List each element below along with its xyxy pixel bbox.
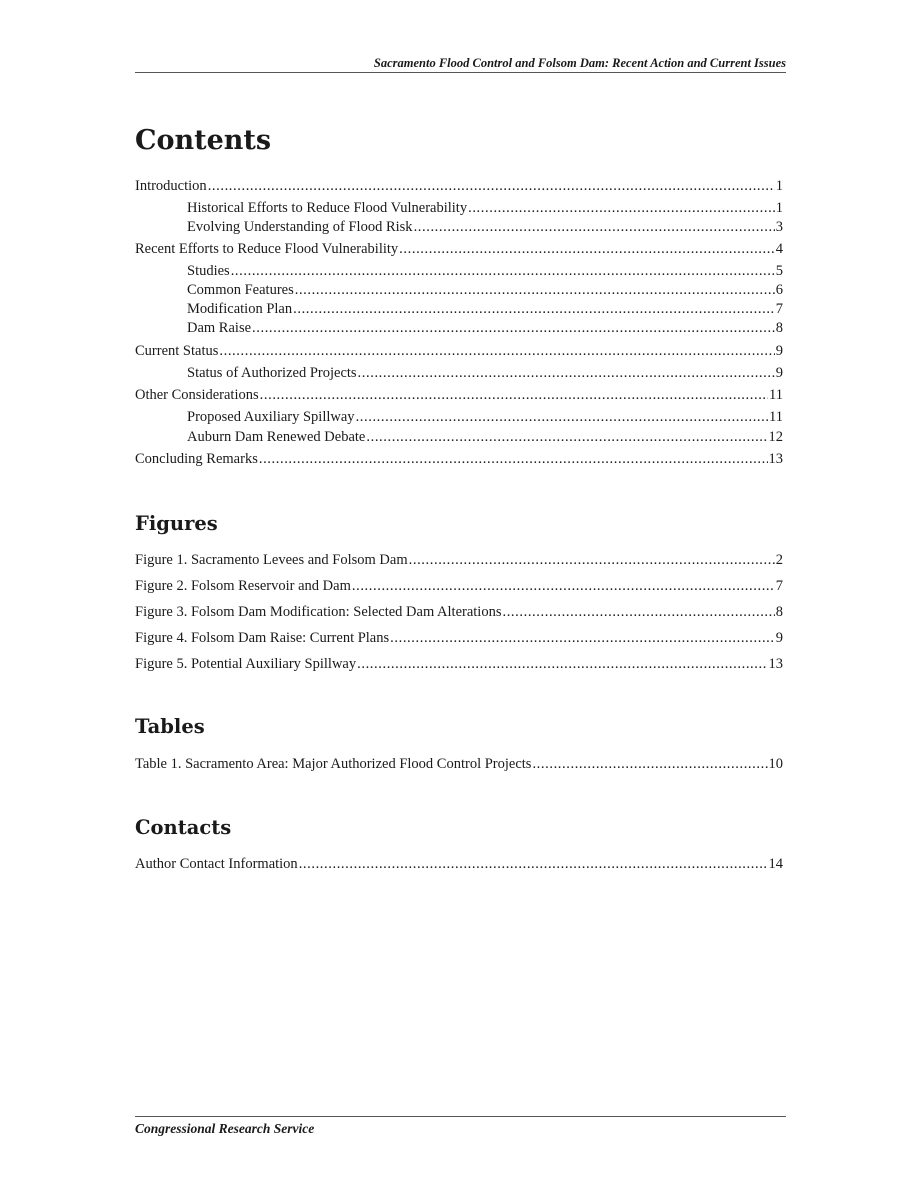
toc-entry-label: Current Status [135, 343, 219, 359]
toc-entry-page: 8 [775, 604, 783, 620]
toc-entry-label: Studies [187, 263, 230, 279]
toc-entry-label: Dam Raise [187, 320, 252, 336]
toc-entry-page: 9 [775, 365, 783, 381]
toc-entry-auburn-dam-debate[interactable] [187, 428, 783, 446]
toc-entry-label: Concluding Remarks [135, 451, 258, 467]
toc-entry-page: 4 [775, 241, 783, 257]
toc-entry-label: Figure 2. Folsom Reservoir and Dam [135, 578, 351, 594]
toc-entry-page: 8 [775, 320, 783, 336]
toc-entry-page: 1 [775, 178, 783, 194]
toc-entry-label: Table 1. Sacramento Area: Major Authorized Flood Control Projects [135, 756, 532, 772]
toc-entry-modification-plan[interactable] [187, 300, 783, 318]
toc-entry-common-features[interactable] [187, 281, 783, 299]
toc-entry-label: Historical Efforts to Reduce Flood Vulnerability [187, 200, 468, 216]
toc-entry-page: 13 [768, 451, 783, 467]
toc-entry-page: 3 [775, 219, 783, 235]
toc-entry-evolving-understanding[interactable] [187, 218, 783, 236]
toc-entry-page: 9 [775, 630, 783, 646]
toc-entry-page: 5 [775, 263, 783, 279]
dot-leader [231, 262, 775, 280]
running-header: Sacramento Flood Control and Folsom Dam: Recent Action and Current Issues [373, 56, 786, 70]
dot-leader [366, 428, 767, 446]
toc-entry-figure-1[interactable] [135, 551, 783, 569]
toc-entry-label: Evolving Understanding of Flood Risk [187, 219, 413, 235]
dot-leader [468, 199, 775, 217]
toc-entry-page: 12 [768, 429, 783, 445]
toc-entry-figure-5[interactable] [135, 655, 783, 673]
dot-leader [502, 603, 774, 621]
toc-entry-label: Common Features [187, 282, 294, 298]
dot-leader [252, 319, 775, 337]
toc-entry-page: 9 [775, 343, 783, 359]
toc-entry-figure-4[interactable] [135, 629, 783, 647]
toc-entry-label: Other Considerations [135, 387, 259, 403]
toc-entry-introduction[interactable] [135, 177, 783, 195]
toc-entry-label: Figure 5. Potential Auxiliary Spillway [135, 656, 357, 672]
dot-leader [409, 551, 775, 569]
header-rule [135, 72, 786, 73]
dot-leader [352, 577, 775, 595]
toc-entry-label: Proposed Auxiliary Spillway [187, 409, 355, 425]
toc-entry-label: Status of Authorized Projects [187, 365, 357, 381]
dot-leader [259, 450, 768, 468]
toc-entry-concluding-remarks[interactable] [135, 450, 783, 468]
footer-rule [135, 1116, 786, 1117]
toc-entry-page: 10 [768, 756, 783, 772]
toc-entry-studies[interactable] [187, 262, 783, 280]
toc-entry-label: Author Contact Information [135, 856, 298, 872]
toc-entry-historical-efforts[interactable] [187, 199, 783, 217]
toc-entry-figure-3[interactable] [135, 603, 783, 621]
toc-entry-author-contact[interactable] [135, 855, 783, 873]
contents-title: Contents [135, 125, 272, 156]
toc-entry-page: 11 [769, 387, 783, 403]
toc-entry-page: 2 [775, 552, 783, 568]
toc-entry-label: Modification Plan [187, 301, 293, 317]
toc-entry-page: 7 [775, 301, 783, 317]
toc-entry-label: Auburn Dam Renewed Debate [187, 429, 366, 445]
dot-leader [293, 300, 775, 318]
toc-entry-page: 13 [768, 656, 783, 672]
toc-entry-page: 7 [775, 578, 783, 594]
dot-leader [399, 240, 775, 258]
dot-leader [295, 281, 775, 299]
toc-entry-label: Figure 4. Folsom Dam Raise: Current Plans [135, 630, 390, 646]
dot-leader [356, 408, 768, 426]
toc-entry-label: Figure 1. Sacramento Levees and Folsom Dam [135, 552, 408, 568]
dot-leader [219, 342, 774, 360]
toc-entry-page: 6 [775, 282, 783, 298]
running-footer: Congressional Research Service [135, 1121, 315, 1136]
toc-entry-label: Figure 3. Folsom Dam Modification: Selected Dam Alterations [135, 604, 502, 620]
dot-leader [532, 755, 767, 773]
toc-entry-dam-raise[interactable] [187, 319, 783, 337]
dot-leader [299, 855, 768, 873]
figures-title: Figures [135, 512, 218, 535]
toc-entry-other-considerations[interactable] [135, 386, 783, 404]
dot-leader [358, 364, 775, 382]
toc-entry-proposed-auxiliary-spillway[interactable] [187, 408, 783, 426]
toc-entry-page: 11 [769, 409, 783, 425]
toc-entry-page: 1 [775, 200, 783, 216]
dot-leader [357, 655, 767, 673]
toc-entry-table-1[interactable] [135, 755, 783, 773]
toc-entry-status-authorized-projects[interactable] [187, 364, 783, 382]
dot-leader [414, 218, 775, 236]
toc-entry-label: Introduction [135, 178, 207, 194]
dot-leader [390, 629, 775, 647]
toc-entry-page: 14 [768, 856, 783, 872]
tables-title: Tables [135, 715, 205, 738]
dot-leader [208, 177, 775, 195]
toc-entry-figure-2[interactable] [135, 577, 783, 595]
contacts-title: Contacts [135, 816, 232, 839]
toc-entry-recent-efforts[interactable] [135, 240, 783, 258]
toc-entry-label: Recent Efforts to Reduce Flood Vulnerability [135, 241, 399, 257]
dot-leader [260, 386, 768, 404]
toc-entry-current-status[interactable] [135, 342, 783, 360]
